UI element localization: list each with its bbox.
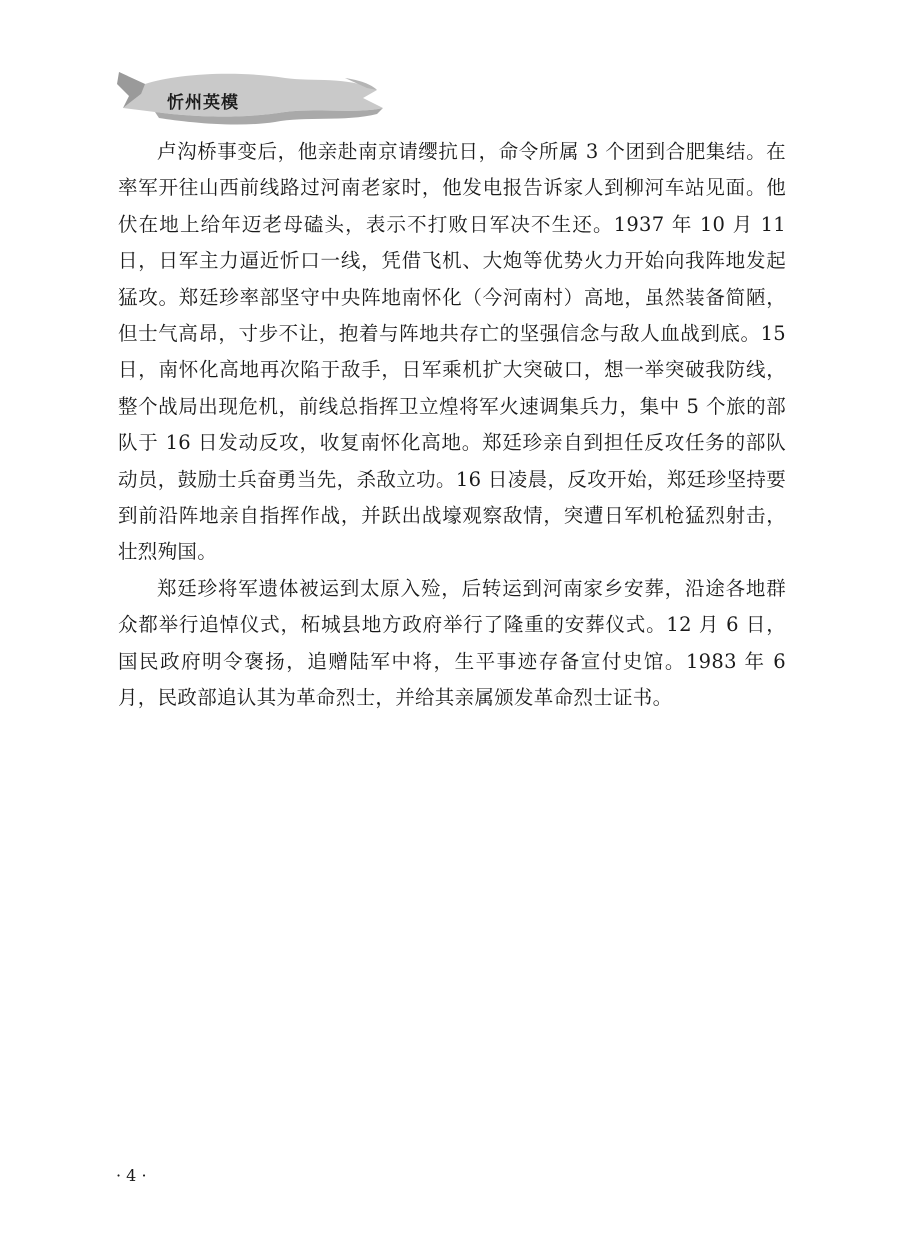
header-banner xyxy=(115,68,385,130)
paragraph: 郑廷珍将军遗体被运到太原入殓，后转运到河南家乡安葬，沿途各地群众都举行追悼仪式，柘城县地方政府举行了隆重的安葬仪式。12 月 6 日，国民政府明令褒扬，追赠陆军中将，生平事迹存备宣付史馆。1983 年 6 月，民政部追认其为革命烈士，并给其亲属颁发革命烈士证书。 xyxy=(118,576,786,710)
paragraph: 卢沟桥事变后，他亲赴南京请缨抗日，命令所属 3 个团到合肥集结。在率军开往山西前线路过河南老家时，他发电报告诉家人到柳河车站见面。他伏在地上给年迈老母磕头，表示不打败日军决不生还。1937 年 10 月 11 日，日军主力逼近忻口一线，凭借飞机、大炮等优势火力开始向我阵地发起猛攻。郑廷珍率部坚守中央阵地南怀化（今河南村）高地，虽然装备简陋，但士气高昂，寸步不让，抱着与阵地共存亡的坚强信念与敌人血战到底。15 日，南怀化高地再次陷于敌手，日军乘机扩大突破口，想一举突破我防线，整个战局出现危机，前线总指挥卫立煌将军火速调集兵力，集中 5 个旅的部队于 16 日发动反攻，收复南怀化高地。郑廷珍亲自到担任反攻任务的部队动员，鼓励士兵奋勇当先，杀敌立功。16 日凌晨，反攻开始，郑廷珍坚持要到前沿阵地亲自指挥作战，并跃出战壕观察敌情，突遭日军机枪猛烈射击，壮烈殉国。 xyxy=(118,140,786,564)
running-header-title: 忻州英模 xyxy=(167,93,239,113)
ribbon-banner-icon xyxy=(115,68,385,130)
page-number: · 4 · xyxy=(116,1166,147,1185)
body-text xyxy=(118,134,786,717)
